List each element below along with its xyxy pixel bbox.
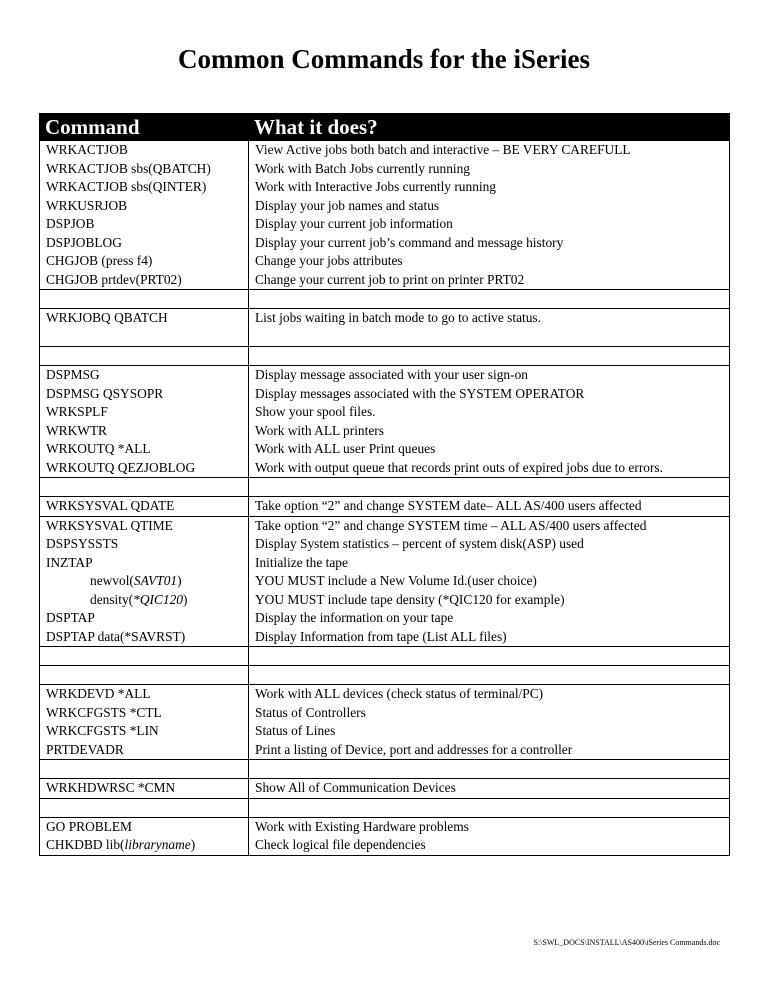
description-text: Display System statistics – percent of system disk(ASP) used — [255, 536, 584, 551]
description-cell — [249, 516, 730, 647]
description-text: Change your jobs attributes — [255, 253, 403, 268]
empty-cell — [249, 290, 730, 309]
description-text: Check logical file dependencies — [255, 837, 426, 852]
empty-cell — [40, 760, 249, 779]
description-text: Status of Lines — [255, 723, 336, 738]
description-text: Show All of Communication Devices — [255, 780, 456, 795]
command-text: DSPJOB — [46, 216, 95, 231]
description-text: Status of Controllers — [255, 704, 366, 720]
command-text: PRTDEVADR — [46, 741, 124, 757]
command-text: WRKUSRJOB — [46, 197, 128, 213]
description-text: Display messages associated with the SYSTEM OPERATOR — [255, 385, 585, 401]
command-text: WRKCFGSTS *CTL — [46, 704, 162, 720]
empty-cell — [40, 347, 249, 366]
command-text: WRKCFGSTS *LIN — [46, 723, 159, 738]
table-header-row — [40, 114, 730, 141]
command-group-row — [40, 497, 730, 517]
description-text: Display your current job’s command and message history — [255, 234, 564, 250]
command-text — [46, 328, 248, 347]
spacer-row — [40, 290, 730, 309]
command-text: WRKACTJOB sbs(QBATCH) — [46, 160, 211, 176]
spacer-row — [40, 347, 730, 366]
description-text: Print a listing of Device, port and addresses for a controller — [255, 741, 573, 757]
description-text: Take option “2” and change SYSTEM date– ALL AS/400 users affected — [255, 498, 642, 513]
description-cell — [249, 309, 730, 347]
command-suffix: ) — [190, 837, 196, 852]
description-text: Initialize the tape — [255, 554, 348, 570]
empty-cell — [40, 290, 249, 309]
description-text: Display Information from tape (List ALL files) — [255, 628, 507, 644]
spacer-row — [40, 798, 730, 817]
description-text: Display the information on your tape — [255, 610, 454, 625]
command-group-row — [40, 141, 730, 290]
command-text: WRKOUTQ QEZJOBLOG — [46, 459, 196, 475]
command-text: DSPJOBLOG — [46, 234, 122, 250]
command-suffix: ) — [177, 573, 182, 588]
spacer-row — [40, 666, 730, 685]
description-text: View Active jobs both batch and interactive – BE VERY CAREFULL — [255, 142, 631, 157]
command-text: WRKSYSVAL QDATE — [46, 498, 175, 513]
command-text: GO PROBLEM — [46, 818, 132, 834]
description-text: List jobs waiting in batch mode to go to active status. — [255, 310, 541, 325]
command-group-row — [40, 685, 730, 760]
spacer-row — [40, 760, 730, 779]
header-description: What it does? — [249, 114, 730, 141]
description-text: Work with ALL user Print queues — [255, 441, 436, 456]
command-text: CHGJOB (press f4) — [46, 253, 153, 268]
command-cell — [40, 516, 249, 647]
command-text: DSPTAP — [46, 610, 95, 625]
command-cell — [40, 497, 249, 517]
command-cell — [40, 685, 249, 760]
command-text — [46, 591, 248, 610]
command-text: WRKWTR — [46, 422, 107, 438]
command-text: WRKSPLF — [46, 404, 108, 419]
description-cell — [249, 141, 730, 290]
command-text — [46, 572, 248, 591]
command-prefix: newvol( — [90, 573, 134, 588]
description-text: Work with ALL printers — [255, 422, 384, 438]
command-text — [46, 836, 248, 855]
command-group-row — [40, 516, 730, 647]
command-text: INZTAP — [46, 554, 93, 570]
description-cell — [249, 817, 730, 855]
empty-cell — [40, 647, 249, 666]
description-text: Work with output queue that records print outs of expired jobs due to errors. — [255, 459, 663, 475]
empty-cell — [40, 666, 249, 685]
spacer-row — [40, 647, 730, 666]
description-cell — [249, 497, 730, 517]
command-group-row — [40, 817, 730, 855]
description-text: Work with Interactive Jobs currently running — [255, 179, 497, 194]
description-text: Work with Existing Hardware problems — [255, 818, 469, 834]
spacer-row — [40, 478, 730, 497]
command-parameter: SAVT01 — [133, 573, 178, 588]
empty-cell — [249, 647, 730, 666]
empty-cell — [249, 760, 730, 779]
description-cell — [249, 685, 730, 760]
command-cell — [40, 366, 249, 478]
empty-cell — [40, 478, 249, 497]
command-parameter: *QIC120 — [133, 591, 183, 607]
command-text: WRKACTJOB — [46, 142, 128, 157]
empty-cell — [249, 478, 730, 497]
command-parameter: libraryname — [124, 837, 191, 852]
empty-cell — [249, 798, 730, 817]
commands-table — [39, 113, 730, 856]
command-group-row — [40, 309, 730, 347]
command-text: DSPMSG QSYSOPR — [46, 385, 164, 401]
description-text: Display your current job information — [255, 216, 453, 231]
empty-cell — [249, 666, 730, 685]
description-text: Display message associated with your user sign-on — [255, 367, 528, 382]
description-text: Work with Batch Jobs currently running — [255, 160, 470, 176]
description-cell — [249, 366, 730, 478]
description-text: Show your spool files. — [255, 404, 376, 419]
command-group-row — [40, 779, 730, 799]
command-cell — [40, 779, 249, 799]
command-text: DSPTAP data(*SAVRST) — [46, 628, 186, 644]
command-suffix: ) — [182, 591, 188, 607]
command-cell — [40, 817, 249, 855]
empty-cell — [40, 798, 249, 817]
command-group-row — [40, 366, 730, 478]
empty-cell — [249, 347, 730, 366]
command-text: WRKDEVD *ALL — [46, 686, 151, 701]
command-text: DSPSYSSTS — [46, 536, 119, 551]
description-text: YOU MUST include a New Volume Id.(user choice) — [255, 573, 537, 588]
command-text: WRKSYSVAL QTIME — [46, 517, 173, 533]
command-prefix: density( — [90, 591, 134, 607]
command-cell — [40, 141, 249, 290]
command-text: WRKHDWRSC *CMN — [46, 780, 176, 795]
page-title: Common Commands for the iSeries — [178, 44, 590, 74]
command-text: WRKOUTQ *ALL — [46, 441, 151, 456]
description-text: YOU MUST include tape density (*QIC120 for example) — [255, 591, 565, 607]
table-body — [40, 141, 730, 856]
command-prefix: CHKDBD lib( — [46, 837, 125, 852]
footer-file-path: S:\SWL_DOCS\INSTALL\AS400\iSeries Commands.doc — [533, 938, 720, 947]
command-text: CHGJOB prtdev(PRT02) — [46, 271, 182, 287]
description-cell — [249, 779, 730, 799]
description-text: Change your current job to print on printer PRT02 — [255, 271, 525, 287]
command-text: WRKACTJOB sbs(QINTER) — [46, 179, 207, 194]
header-command: Command — [40, 114, 249, 141]
command-cell — [40, 309, 249, 347]
description-text: Display your job names and status — [255, 197, 440, 213]
description-text — [255, 328, 729, 347]
description-text: Work with ALL devices (check status of terminal/PC) — [255, 686, 544, 701]
command-text: WRKJOBQ QBATCH — [46, 310, 168, 325]
command-text: DSPMSG — [46, 367, 100, 382]
description-text: Take option “2” and change SYSTEM time – ALL AS/400 users affected — [255, 517, 647, 533]
